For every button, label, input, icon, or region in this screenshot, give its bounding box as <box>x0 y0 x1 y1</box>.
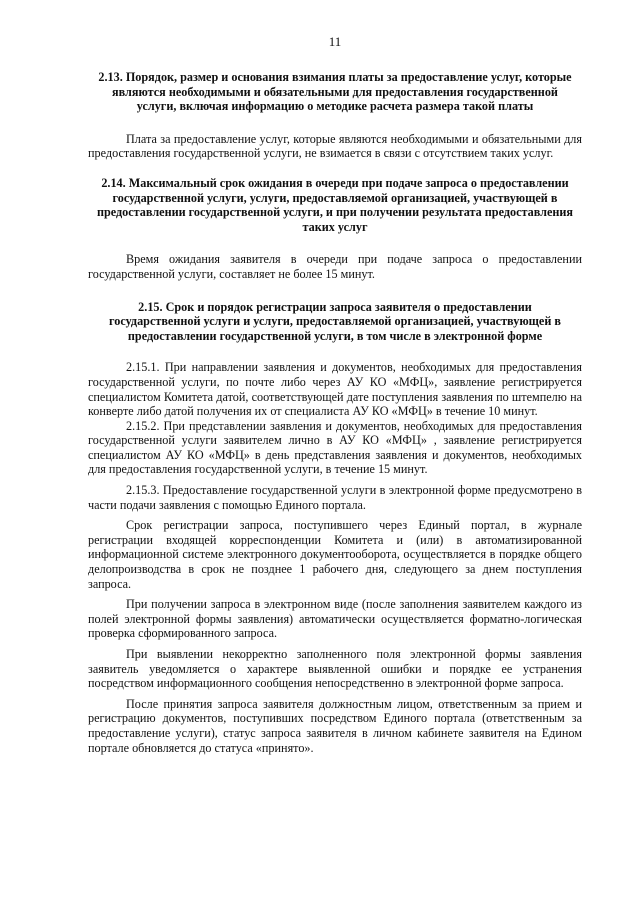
paragraph: Плата за предоставление услуг, которые являются необходимыми и обязательными для предоставления государственной услуги, не взимается в связи с отсутствием таких услуг. <box>88 131 582 161</box>
section-2-15 <box>88 300 582 756</box>
paragraph: 2.15.1. При направлении заявления и документов, необходимых для предоставления государственной услуги, по почте либо через АУ КО «МФЦ», заявление регистрируется специалистом Комитета датой, соответствующей дате поступления заявления по штемпелю на конверте либо датой получения их от специалиста АУ КО «МФЦ» в течение 10 минут. <box>88 360 582 419</box>
section-2-13 <box>88 70 582 161</box>
paragraph: При выявлении некорректно заполненного поля электронной формы заявления заявитель уведомляется о характере выявленной ошибки и порядке ее устранения посредством информационного сообщения непосредственно в электронной форме запроса. <box>88 647 582 691</box>
paragraph: При получении запроса в электронном виде (после заполнения заявителем каждого из полей электронной формы заявления) автоматически осуществляется форматно-логическая проверка сформированного запроса. <box>88 597 582 641</box>
section-heading: 2.15. Срок и порядок регистрации запроса заявителя о предоставлении государственной услуги и услуги, предоставляемой организацией, участвующей в предоставлении государственной услуги, в том числе в электронной форме <box>109 299 561 343</box>
paragraph: 2.15.2. При представлении заявления и документов, необходимых для предоставления государственной услуги заявителем лично в АУ КО «МФЦ» , заявление регистрируется специалистом АУ КО «МФЦ» в день представления заявления и документов, необходимых для предоставления государственной услуги, в течение 15 минут. <box>88 418 582 477</box>
section-heading: 2.14. Максимальный срок ожидания в очереди при подаче запроса о предоставлении государственной услуги, услуги, предоставляемой организацией, участвующей в предоставлении государственной услуги, и при получении результата предоставления таких услуг <box>96 175 574 234</box>
section-heading: 2.13. Порядок, размер и основания взимания платы за предоставление услуг, которые являются необходимыми и обязательными для предоставления государственной услуги, включая информацию о методике расчета размера такой платы <box>98 70 572 114</box>
page-number: 11 <box>328 34 342 49</box>
section-2-14 <box>88 176 582 282</box>
paragraph: После принятия запроса заявителя должностным лицом, ответственным за прием и регистрацию документов, поступивших посредством Единого портала (ответственным за предоставление услуги), статус запроса заявителя в личном кабинете заявителя на Едином портале обновляется до статуса «принято». <box>88 696 582 755</box>
paragraph: Время ожидания заявителя в очереди при подаче запроса о предоставлении государственной услуги, составляет не более 15 минут. <box>88 252 582 281</box>
paragraph: Срок регистрации запроса, поступившего через Единый портал, в журнале регистрации входящей корреспонденции Комитета и (или) в автоматизированной информационной системе электронного документооборота, осуществляется в порядке общего делопроизводства в срок не позднее 1 рабочего дня, следующего за днем поступления запроса. <box>88 518 582 591</box>
paragraph: 2.15.3. Предоставление государственной услуги в электронной форме предусмотрено в части подачи заявления с помощью Единого портала. <box>88 483 582 512</box>
